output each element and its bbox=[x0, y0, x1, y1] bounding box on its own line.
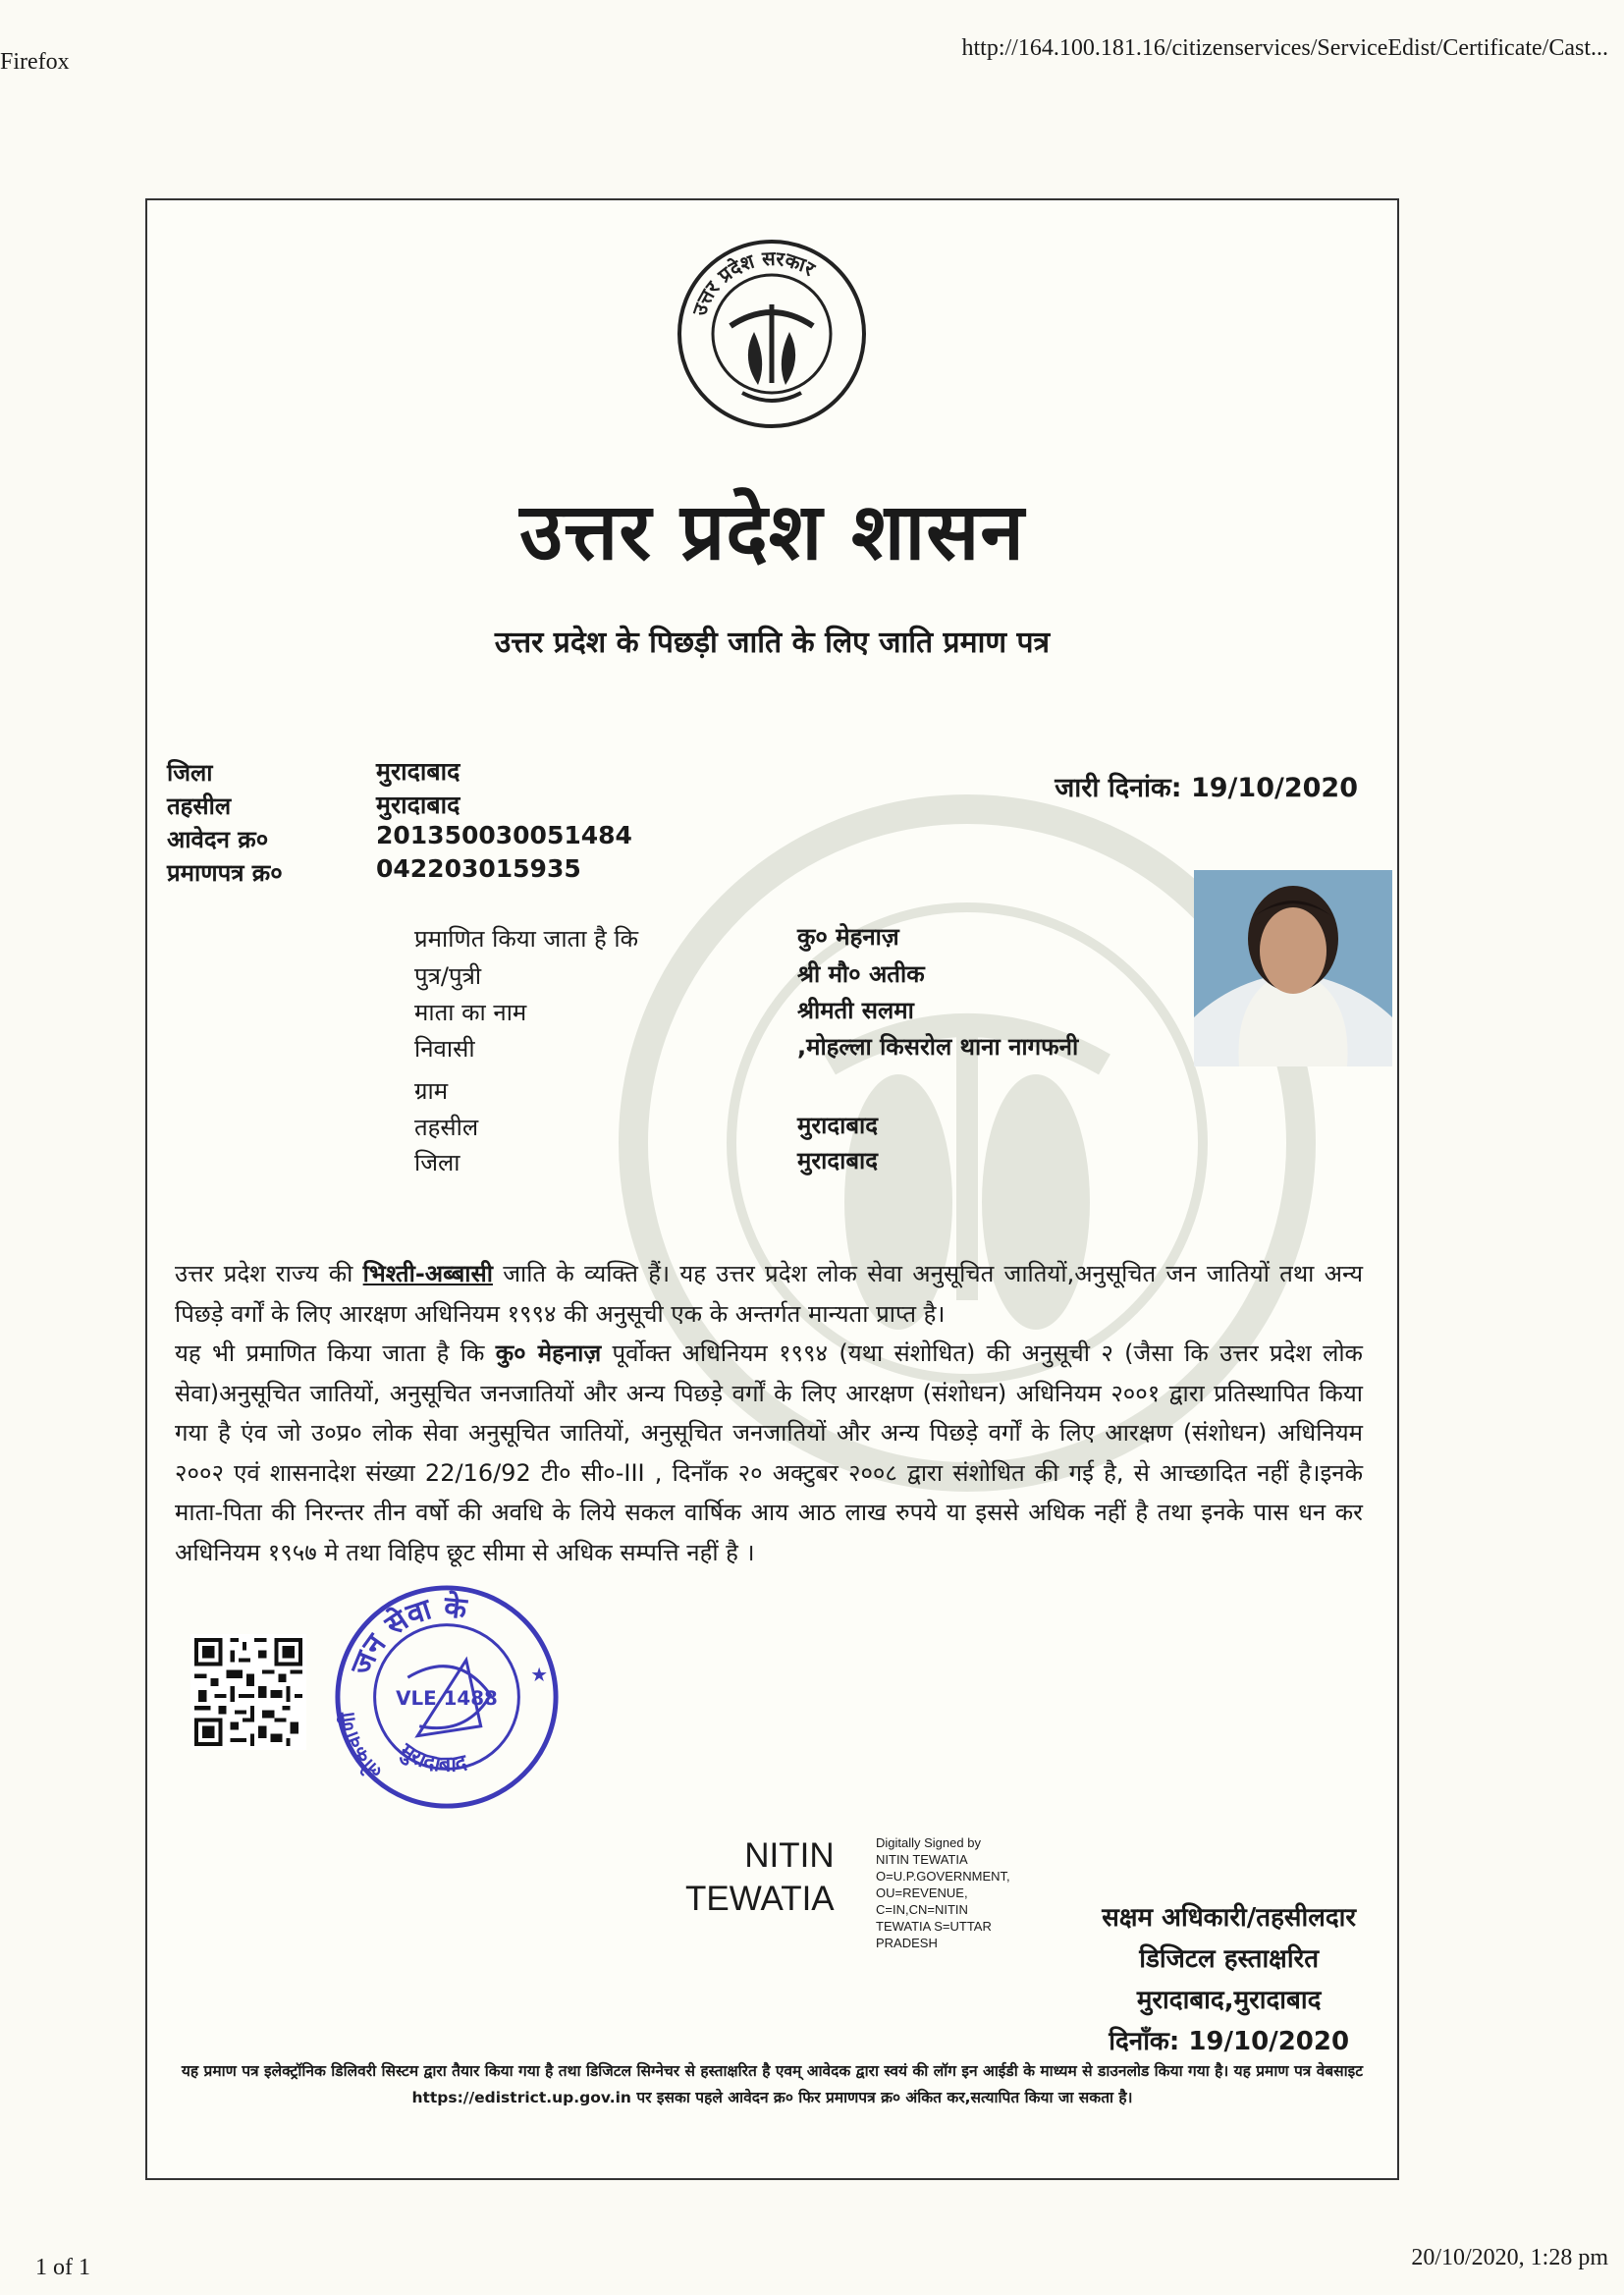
village-label: ग्राम bbox=[414, 1077, 449, 1105]
digital-signature-details bbox=[876, 1834, 1010, 1951]
body-applicant-name: कु० मेहनाज़ bbox=[495, 1339, 602, 1367]
officer-date: दिनाँक: 19/10/2020 bbox=[1109, 2027, 1350, 2056]
body-text-part: पूर्वोक्त अधिनियम १९९४ (यथा संशोधित) की अनुसूची २ (जैसा कि उत्तर प्रदेश लोक सेवा)अनुसूचित जातियों, अनुसूचित जनजातियों और अन्य पिछड़े वर्गों के लिए आरक्षण (संशोधन) अधिनियम २००१ द्वारा प्रतिस्थापित किया गया है एंव जो उ०प्र० लोक सेवा अनुसूचित जातियों, अनुसूचित जनजातियों और अन्य पिछड़े वर्गों के लिए आरक्षण (संशोधन) अधिनियम २००२ एवं शासनादेश संख्या 22/16/92 टी० सी०-III , दिनाँक २० अक्टुबर २००८ द्वारा संशोधित की गई है, से आच्छादित नहीं है।इनके माता-पिता की निरन्तर तीन वर्षो की अवधि के लिये सकल वार्षिक आय आठ लाख रुपये या इससे अधिक नहीं है तथा इनके पास धन कर अधिनियम १९५७ मे तथा विहिप छूट सीमा से अधिक सम्पत्ति नहीं है । bbox=[175, 1339, 1364, 1566]
body-text-part: उत्तर प्रदेश राज्य की bbox=[175, 1260, 363, 1287]
certification-text bbox=[175, 1254, 1363, 1572]
district-value: मुरादाबाद bbox=[376, 757, 460, 786]
certified-label: प्रमाणित किया जाता है कि bbox=[414, 925, 639, 953]
qr-code-icon[interactable] bbox=[190, 1634, 306, 1750]
mother-name-label: माता का नाम bbox=[414, 999, 527, 1026]
up-government-emblem-icon bbox=[674, 236, 870, 432]
caste-certificate bbox=[145, 198, 1399, 2180]
certificate-subtitle: उत्तर प्रदेश के पिछड़ी जाति के लिए जाति प्रमाण पत्र bbox=[494, 626, 1051, 660]
person-tehsil-label: तहसील bbox=[414, 1114, 479, 1141]
mother-name: श्रीमती सलमा bbox=[797, 997, 914, 1024]
jan-seva-kendra-stamp-icon bbox=[330, 1580, 564, 1814]
applicant-photo bbox=[1194, 870, 1392, 1066]
verification-note: यह प्रमाण पत्र इलेक्ट्रॉनिक डिलिवरी सिस्टम द्वारा तैयार किया गया है तथा डिजिटल सिग्नेचर से हस्ताक्षरित है एवम् आवेदक द्वारा स्वयं की लॉग इन आईडी के माध्यम से डाउनलोड किया गया है। यह प्रमाण पत्र वेबसाइट https://edistrict.up.gov.in पर इसका पहले आवेदन क्र० फिर प्रमाणपत्र क्र० अंकित कर,सत्यापित किया जा सकता है। bbox=[181, 2062, 1364, 2106]
application-number: 201350030051484 bbox=[376, 821, 632, 849]
officer-place: मुरादाबाद,मुरादाबाद bbox=[1136, 1986, 1322, 2015]
page-url: http://164.100.181.16/citizenservices/ServiceEdist/Certificate/Cast... bbox=[961, 35, 1608, 61]
signature-detail-line: C=IN,CN=NITIN bbox=[876, 1902, 968, 1917]
star-icon: ★ bbox=[530, 1664, 549, 1687]
signature-detail-line: TEWATIA S=UTTAR bbox=[876, 1919, 992, 1934]
certificate-number-label: प्रमाणपत्र क्र० bbox=[167, 859, 283, 887]
page-count: 1 of 1 bbox=[35, 2255, 90, 2280]
stamp-center-text: VLE 1488 bbox=[396, 1686, 498, 1710]
signer-last-name: TEWATIA bbox=[685, 1880, 835, 1918]
signature-detail-line: OU=REVENUE, bbox=[876, 1885, 968, 1900]
stamp-top-text: जन सेवा के bbox=[344, 1590, 468, 1680]
officer-block bbox=[1102, 1897, 1356, 2062]
signer-first-name: NITIN bbox=[744, 1836, 835, 1875]
body-text-part: जाति के व्यक्ति हैं। यह उत्तर प्रदेश लोक सेवा अनुसूचित जातियों,अनुसूचित जन जातियों तथा अन्य पिछड़े वर्गों के लिए आरक्षण अधिनियम १९९४ की अनुसूची एक के अन्तर्गत मान्यता प्राप्त है। bbox=[175, 1260, 1363, 1328]
application-number-label: आवेदन क्र० bbox=[167, 826, 269, 853]
father-name: श्री मौ० अतीक bbox=[797, 960, 925, 988]
parent-label: पुत्र/पुत्री bbox=[414, 962, 482, 990]
district-label: जिला bbox=[167, 759, 213, 787]
issue-date: जारी दिनांक: 19/10/2020 bbox=[1055, 773, 1358, 803]
resident-label: निवासी bbox=[414, 1035, 475, 1063]
body-text-part: यह भी प्रमाणित किया जाता है कि bbox=[175, 1339, 496, 1367]
person-district-label: जिला bbox=[414, 1149, 460, 1176]
svg-text:मुरादाबाद bbox=[394, 1738, 470, 1777]
officer-title: सक्षम अधिकारी/तहसीलदार bbox=[1102, 1903, 1356, 1933]
digital-signer-name bbox=[685, 1834, 835, 1921]
signature-detail-line: NITIN TEWATIA bbox=[876, 1852, 968, 1867]
applicant-name: कु० मेहनाज़ bbox=[797, 923, 899, 951]
signature-detail-line: O=U.P.GOVERNMENT, bbox=[876, 1869, 1010, 1884]
browser-app-name: Firefox bbox=[0, 49, 70, 75]
person-district: मुरादाबाद bbox=[797, 1147, 879, 1175]
emblem-arc-text: उत्तर प्रदेश सरकार bbox=[686, 246, 820, 319]
stamp-side-text: लोकवाणी bbox=[336, 1710, 387, 1784]
signature-detail-line: Digitally Signed by bbox=[876, 1835, 981, 1850]
tehsil-value: मुरादाबाद bbox=[376, 791, 460, 819]
print-timestamp: 20/10/2020, 1:28 pm bbox=[1411, 2245, 1608, 2270]
resident-address: ,मोहल्ला किसरोल थाना नागफनी bbox=[797, 1033, 1079, 1061]
person-tehsil: मुरादाबाद bbox=[797, 1112, 879, 1139]
government-title: उत्तर प्रदेश शासन bbox=[519, 486, 1025, 577]
digitally-signed-label: डिजिटल हस्ताक्षरित bbox=[1139, 1944, 1320, 1974]
stamp-bottom-text: मुरादाबाद bbox=[395, 1738, 469, 1777]
certificate-number: 042203015935 bbox=[376, 854, 581, 883]
caste-name: भिश्ती-अब्बासी bbox=[362, 1260, 493, 1287]
signature-detail-line: PRADESH bbox=[876, 1936, 938, 1950]
tehsil-label: तहसील bbox=[167, 792, 232, 820]
